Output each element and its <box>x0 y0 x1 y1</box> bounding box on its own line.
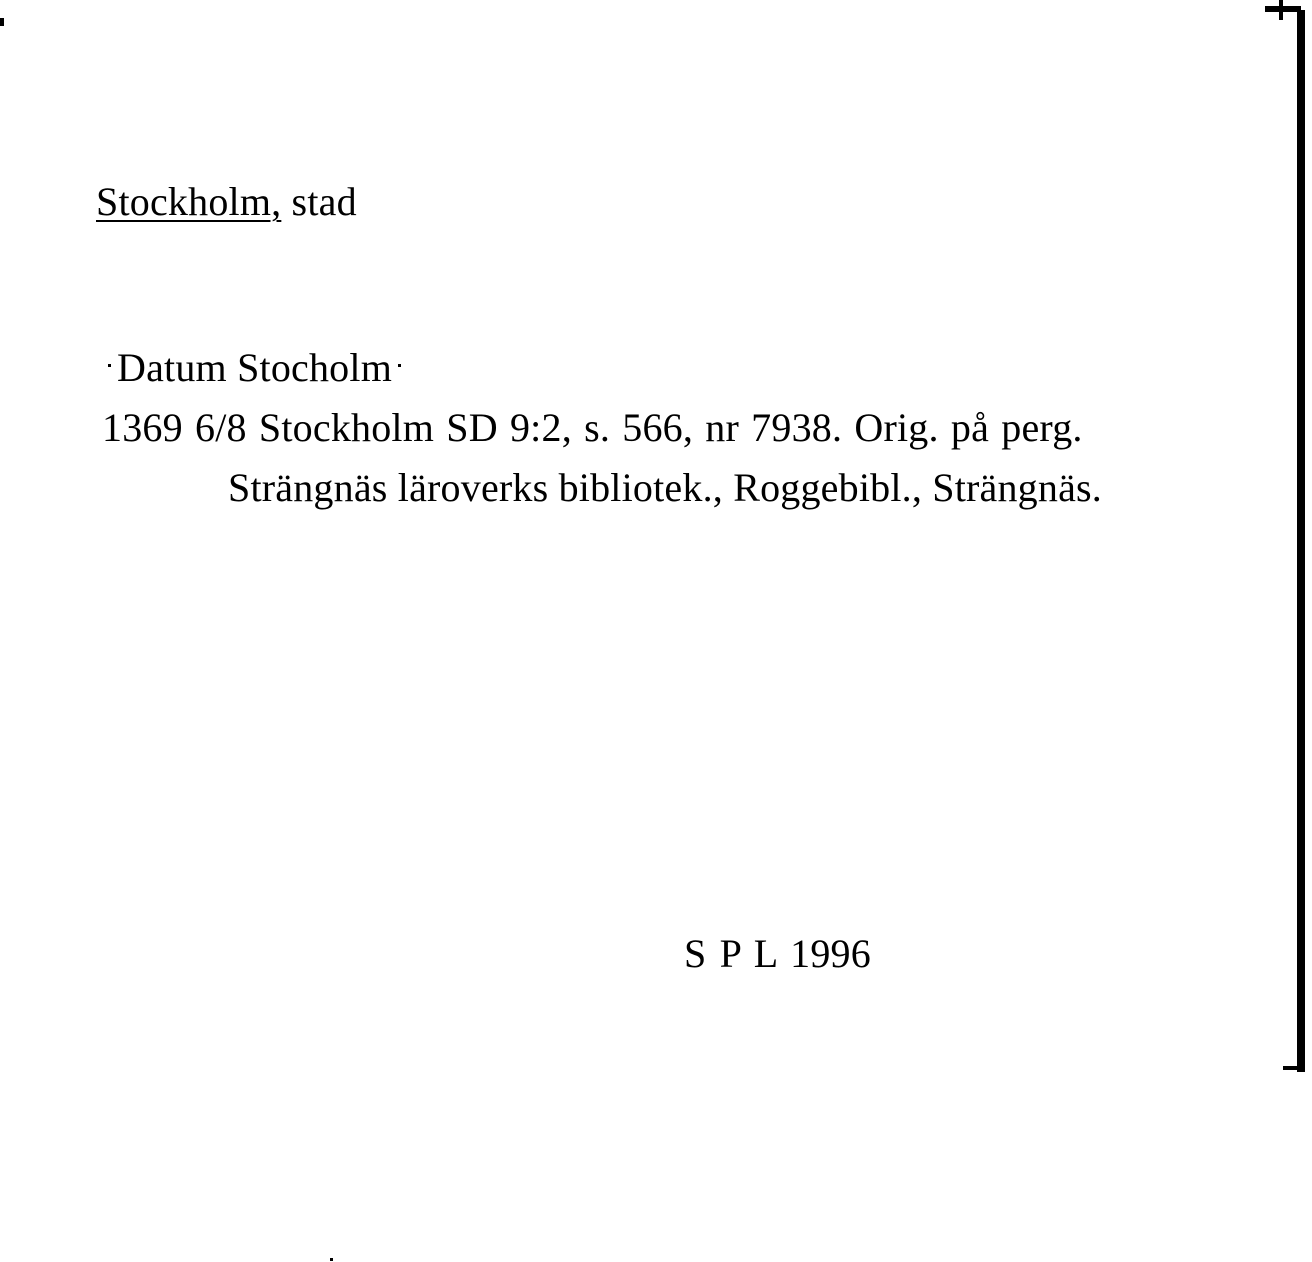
entry-line-2: Strängnäs läroverks bibliotek., Roggebibl., Strängnäs. <box>228 465 1103 510</box>
card-bottom-corner-mark <box>1283 1066 1305 1070</box>
scan-speck <box>0 18 4 26</box>
heading-type: stad <box>291 179 357 224</box>
dot-mark-left <box>108 364 111 367</box>
card-heading <box>96 179 357 224</box>
datum-text: Datum Stocholm <box>117 345 393 390</box>
scan-speck-bottom <box>330 1258 333 1261</box>
card-corner-mark-vertical <box>1279 0 1283 20</box>
heading-place: Stockholm, <box>96 179 282 224</box>
card-right-edge <box>1297 10 1305 1072</box>
card-corner-mark <box>1265 6 1301 12</box>
datum-line <box>102 345 407 390</box>
entry-line-1: 1369 6/8 Stockholm SD 9:2, s. 566, nr 7938. Orig. på perg. <box>102 405 1083 450</box>
dot-mark-right <box>398 364 401 367</box>
card-signature: S P L 1996 <box>684 931 871 976</box>
